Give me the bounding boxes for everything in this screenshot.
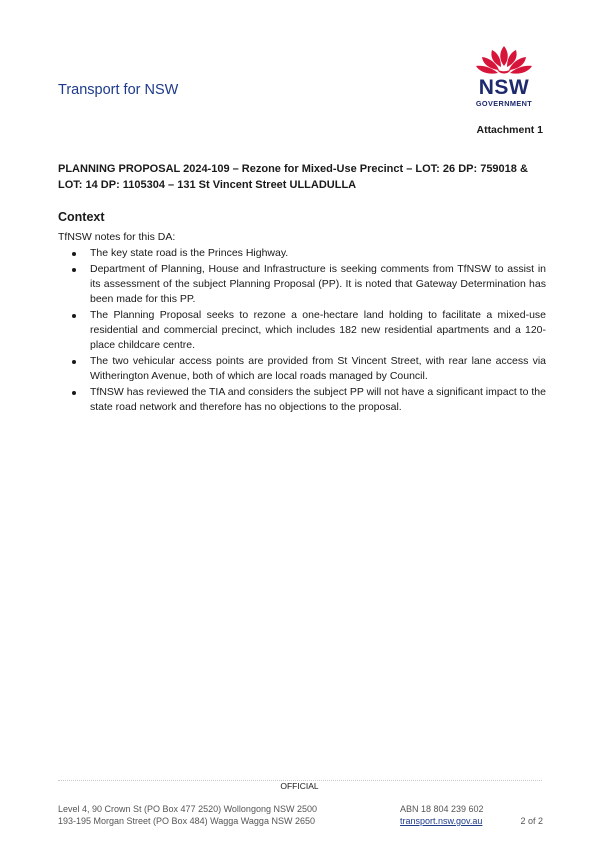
context-intro: TfNSW notes for this DA: bbox=[58, 231, 176, 243]
list-item bbox=[58, 308, 546, 353]
bullet-text: The key state road is the Princes Highway. bbox=[90, 247, 289, 259]
footer-website-link[interactable]: transport.nsw.gov.au bbox=[400, 816, 483, 826]
classification-label: OFFICIAL bbox=[280, 781, 319, 791]
bullet-icon bbox=[72, 252, 76, 256]
footer-address-line-1: Level 4, 90 Crown St (PO Box 477 2520) Wollongong NSW 2500 bbox=[58, 804, 317, 814]
page-number: 2 of 2 bbox=[520, 816, 543, 826]
bullet-text: TfNSW has reviewed the TIA and considers the subject PP will not have a significant impact to the state road network and therefore has no objections to the proposal. bbox=[90, 386, 546, 413]
footer-abn: ABN 18 804 239 602 bbox=[400, 804, 484, 814]
bullet-icon bbox=[72, 360, 76, 364]
logo-government-text: GOVERNMENT bbox=[475, 99, 533, 108]
list-item bbox=[58, 385, 546, 415]
list-item bbox=[58, 354, 546, 384]
bullet-icon bbox=[72, 391, 76, 395]
bullet-text: The Planning Proposal seeks to rezone a one-hectare land holding to facilitate a mixed-use residential and commercial precinct, which includes 182 new residential apartments and a 120-place childcare centre. bbox=[90, 309, 546, 351]
bullet-text: Department of Planning, House and Infrastructure is seeking comments from TfNSW to assist in its assessment of the subject Planning Proposal (PP). It is noted that Gateway Determination has been made for this PP. bbox=[90, 263, 546, 305]
attachment-label: Attachment 1 bbox=[476, 124, 543, 136]
footer-address-line-2: 193-195 Morgan Street (PO Box 484) Wagga Wagga NSW 2650 bbox=[58, 816, 315, 826]
org-name: Transport for NSW bbox=[58, 82, 179, 98]
bullet-text: The two vehicular access points are provided from St Vincent Street, with rear lane access via Witherington Avenue, both of which are local roads managed by Council. bbox=[90, 355, 546, 382]
list-item bbox=[58, 246, 546, 261]
waratah-icon bbox=[472, 44, 536, 78]
context-bullet-list bbox=[58, 246, 546, 416]
bullet-icon bbox=[72, 268, 76, 272]
context-title: Context bbox=[58, 210, 105, 224]
nsw-government-logo bbox=[472, 44, 536, 114]
list-item bbox=[58, 262, 546, 307]
proposal-heading: PLANNING PROPOSAL 2024-109 – Rezone for Mixed-Use Precinct – LOT: 26 DP: 759018 & LOT: 14 DP: 1105304 – 131 St Vincent Street ULLADULLA bbox=[58, 163, 528, 191]
logo-nsw-text: NSW bbox=[478, 76, 530, 99]
bullet-icon bbox=[72, 314, 76, 318]
